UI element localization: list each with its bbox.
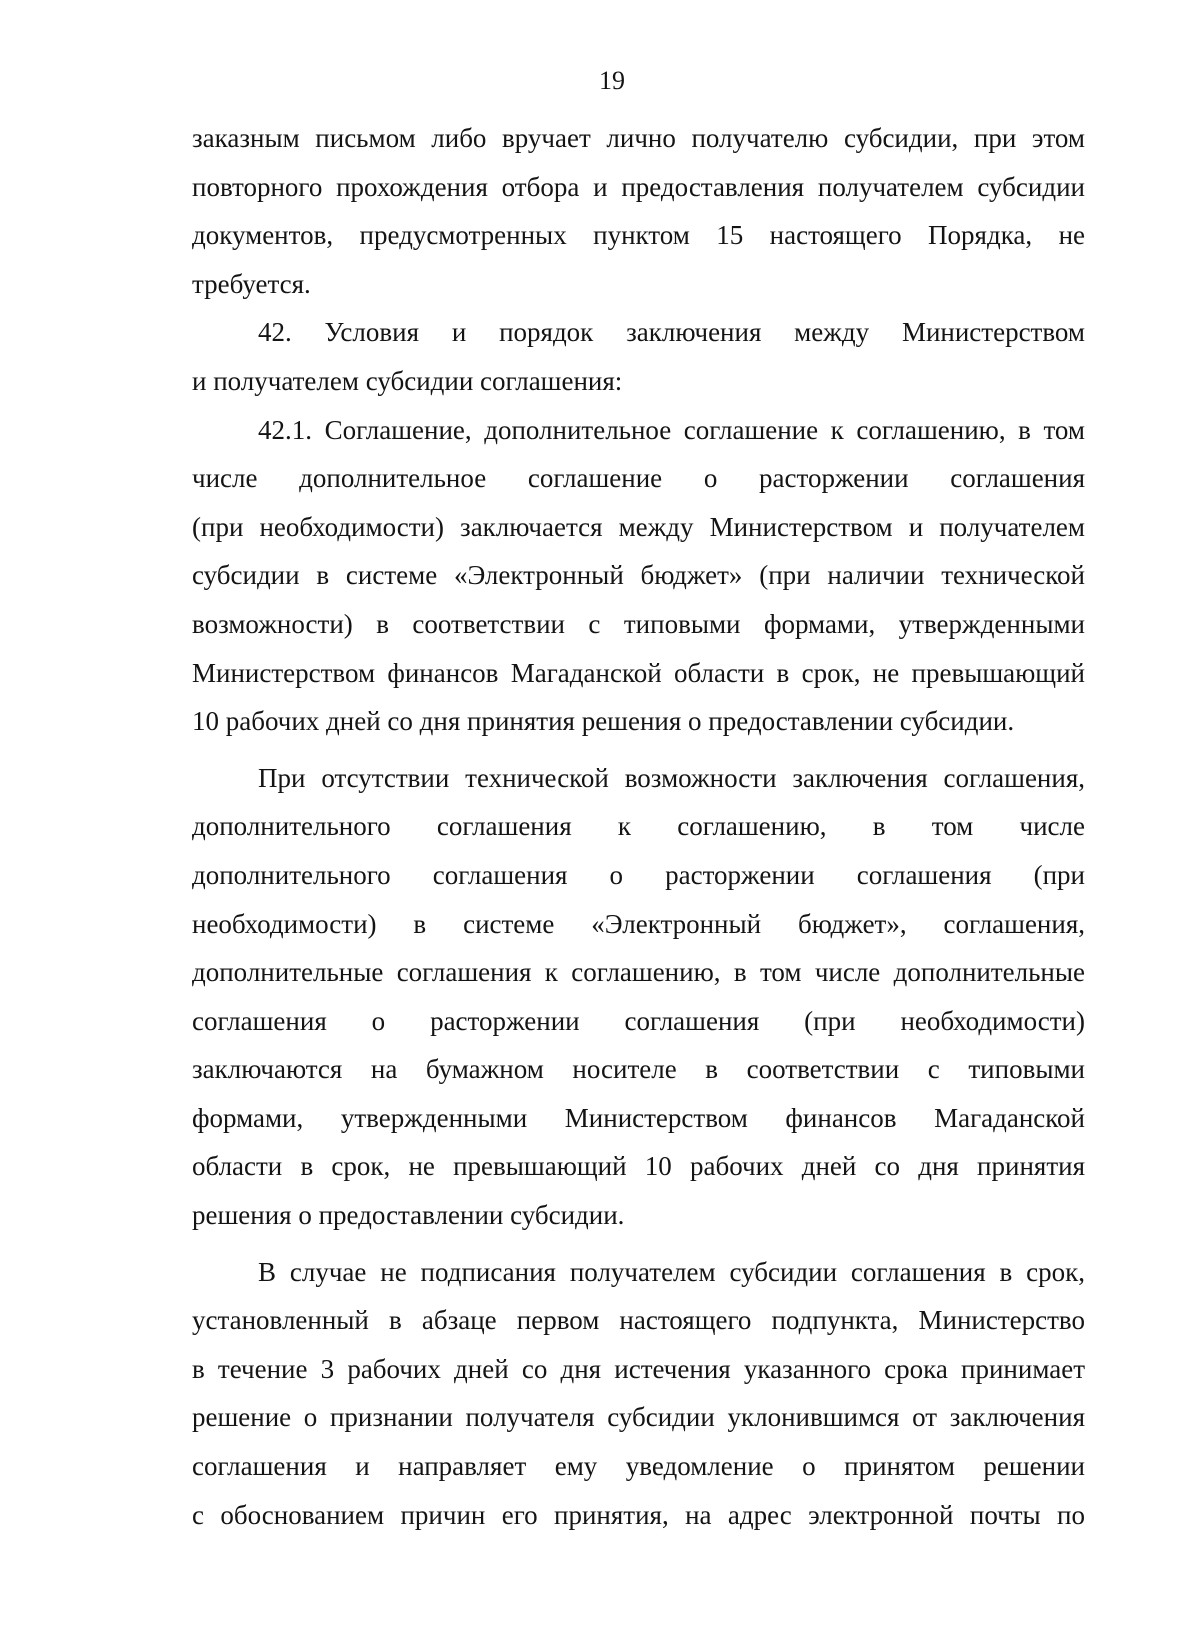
paragraph [192, 1248, 1085, 1540]
text-line: области в срок, не превышающий 10 рабочих дней со дня принятия [192, 1151, 1085, 1182]
text-line: числе дополнительное соглашение о расторжении соглашения [192, 463, 1085, 494]
text-line: заключаются на бумажном носителе в соответствии с типовыми [192, 1054, 1085, 1085]
text-line: решение о признании получателя субсидии уклонившимся от заключения [192, 1402, 1085, 1433]
text-line: установленный в абзаце первом настоящего подпункта, Министерство [192, 1305, 1085, 1336]
text-line: повторного прохождения отбора и предоставления получателем субсидии [192, 171, 1085, 202]
paragraph-gap [192, 1240, 1085, 1248]
paragraph [192, 406, 1085, 746]
page-number: 19 [599, 66, 625, 95]
text-line: 42.1. Соглашение, дополнительное соглашение к соглашению, в том [258, 414, 1085, 445]
document-body [192, 114, 1085, 1539]
text-line: соглашения и направляет ему уведомление о принятом решении [192, 1451, 1085, 1482]
text-line: соглашения о расторжении соглашения (при необходимости) [192, 1005, 1085, 1036]
text-line: документов, предусмотренных пунктом 15 настоящего Порядка, не [192, 220, 1085, 251]
text-line: в течение 3 рабочих дней со дня истечения указанного срока принимает [192, 1353, 1085, 1384]
text-line: с обоснованием причин его принятия, на адрес электронной почты по [192, 1499, 1085, 1530]
text-line: необходимости) в системе «Электронный бюджет», соглашения, [192, 908, 1085, 939]
text-line: дополнительного соглашения к соглашению, в том числе [192, 811, 1085, 842]
text-line: дополнительные соглашения к соглашению, в том числе дополнительные [192, 957, 1085, 988]
text-line: и получателем субсидии соглашения: [192, 365, 623, 396]
text-line: дополнительного соглашения о расторжении соглашения (при [192, 859, 1085, 890]
text-line: (при необходимости) заключается между Министерством и получателем [192, 511, 1085, 542]
paragraph-gap [192, 746, 1085, 754]
text-line: В случае не подписания получателем субсидии соглашения в срок, [258, 1256, 1085, 1287]
paragraph [192, 754, 1085, 1240]
text-line: 10 рабочих дней со дня принятия решения о предоставлении субсидии. [192, 706, 1015, 737]
text-line: возможности) в соответствии с типовыми формами, утвержденными [192, 608, 1085, 639]
text-line: решения о предоставлении субсидии. [192, 1200, 625, 1231]
text-line: Министерством финансов Магаданской области в срок, не превышающий [192, 657, 1085, 688]
text-line: При отсутствии технической возможности заключения соглашения, [258, 762, 1085, 793]
text-line: 42. Условия и порядок заключения между Министерством [258, 317, 1085, 348]
text-line: требуется. [192, 268, 311, 299]
text-line: заказным письмом либо вручает лично получателю субсидии, при этом [192, 123, 1085, 153]
text-line: формами, утвержденными Министерством финансов Магаданской [192, 1102, 1085, 1133]
paragraph [192, 114, 1085, 308]
text-line: субсидии в системе «Электронный бюджет» (при наличии технической [192, 560, 1085, 591]
paragraph [192, 308, 1085, 405]
